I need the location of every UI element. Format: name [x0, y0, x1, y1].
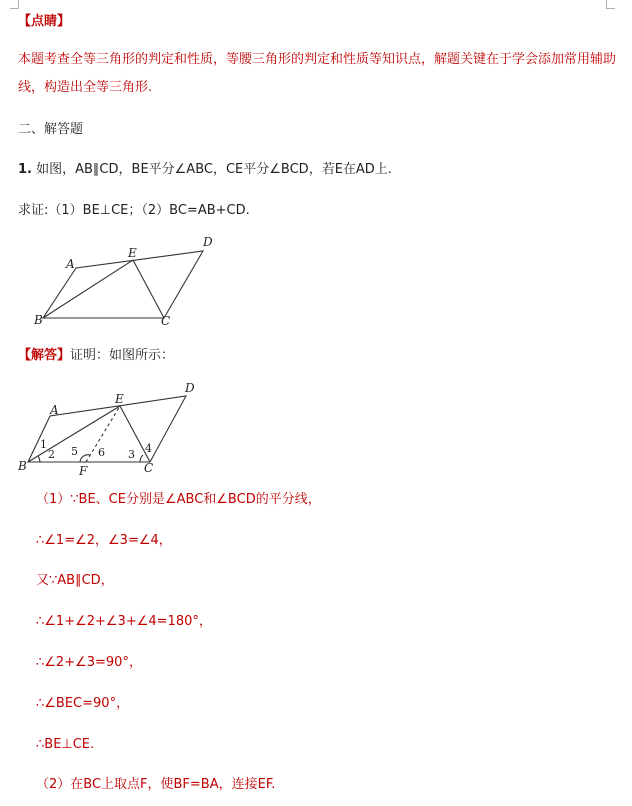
problem-number: 1.: [18, 162, 32, 177]
answer-intro: 证明：如图所示：: [70, 348, 175, 363]
answer-step-1: （1）∵BE、CE分别是∠ABC和∠BCD的平分线，: [36, 492, 321, 507]
figure2-label-a: A: [50, 403, 59, 417]
problem-text: 如图，AB∥CD，BE平分∠ABC，CE平分∠BCD，若E在AD上.: [36, 162, 392, 177]
figure2-angle-6: 6: [98, 446, 105, 459]
figure2-angle-1: 1: [40, 438, 47, 451]
figure2-label-f: F: [79, 464, 88, 478]
dianjing-text-line2: 线，构造出全等三角形.: [18, 80, 153, 95]
figure1-label-a: A: [66, 257, 75, 271]
answer-step-7: ∴BE⊥CE.: [36, 737, 95, 752]
problem-prove: 求证:（1）BE⊥CE；（2）BC=AB+CD.: [18, 203, 250, 218]
answer-step-3: 又∵AB∥CD，: [36, 573, 114, 588]
figure2-angle-5: 5: [71, 445, 78, 458]
figure2-angle-4: 4: [145, 442, 152, 455]
answer-header: [18, 346, 174, 366]
dianjing-text-line1: 本题考查全等三角形的判定和性质，等腰三角形的判定和性质等知识点，解题关键在于学会添加常用辅助: [18, 52, 617, 67]
dianjing-tag: 【点睛】: [18, 14, 71, 29]
figure1-label-d: D: [203, 235, 213, 249]
figure2-angle-3: 3: [128, 448, 135, 461]
answer-tag: 【解答】: [18, 348, 71, 363]
figure1-label-e: E: [128, 246, 137, 260]
figure2-label-d: D: [185, 381, 195, 395]
figure1-label-c: C: [161, 314, 171, 328]
figure2-angle-arc-f: [80, 455, 90, 462]
figure2-label-e: E: [115, 392, 124, 406]
answer-step-2: ∴∠1=∠2，∠3=∠4，: [36, 533, 172, 548]
answer-step-4: ∴∠1+∠2+∠3+∠4=180°，: [36, 614, 212, 629]
figure2-angle-arc-c: [140, 455, 143, 462]
figure2-angle-arc-b: [38, 456, 40, 462]
answer-step-6: ∴∠BEC=90°，: [36, 696, 130, 711]
figure1-label-b: B: [34, 313, 43, 327]
answer-step-8: （2）在BC上取点F，使BF=BA，连接EF.: [36, 777, 276, 792]
figure2-angle-2: 2: [48, 448, 55, 461]
answer-step-5: ∴∠2+∠3=90°，: [36, 655, 142, 670]
figure2-label-b: B: [18, 459, 27, 473]
figure1-segment-be: [43, 260, 133, 318]
section-title: 二、解答题: [18, 122, 84, 137]
figure1-segment-ce: [133, 260, 164, 318]
figure2-label-c: C: [144, 461, 154, 475]
